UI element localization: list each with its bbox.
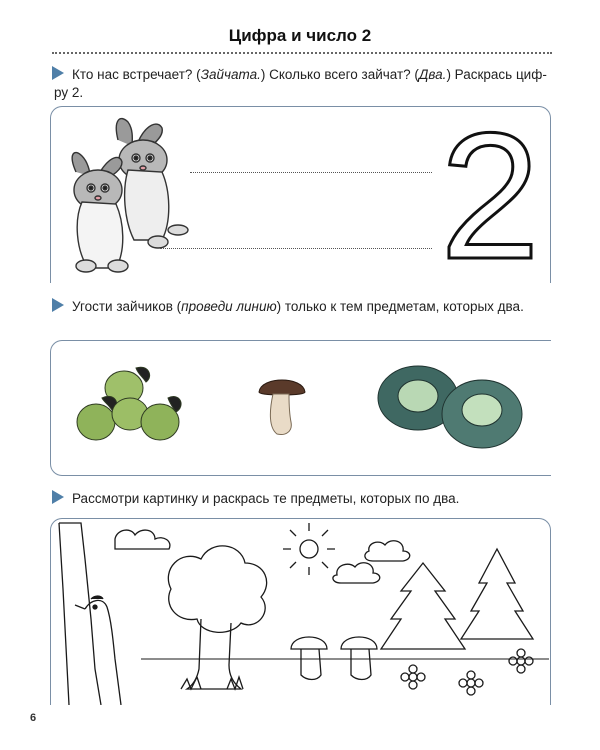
triangle-bullet-icon (52, 490, 64, 504)
forest-coloring-scene[interactable] (51, 519, 549, 705)
apples-illustration[interactable] (76, 362, 188, 446)
cabbages-illustration[interactable] (376, 358, 526, 454)
task1-instruction: Кто нас встречает? (Зайчата.) Сколько всего зайчат? (Два.) Раскрась циф- ру 2. (54, 67, 547, 100)
triangle-bullet-icon (52, 66, 64, 80)
triangle-bullet-icon (52, 298, 64, 312)
answer-line-1[interactable] (190, 172, 432, 173)
answer-line-2[interactable] (160, 248, 432, 249)
page-number: 6 (30, 712, 37, 724)
svg-text:2: 2 (439, 118, 541, 268)
task2-instruction: Угости зайчиков (проведи линию) только к тем предметам, которых два. (52, 298, 557, 316)
bunnies-illustration (58, 110, 208, 275)
task3-instruction: Рассмотри картинку и раскрась те предметы, которых по два. (52, 490, 557, 508)
title-divider (52, 52, 552, 54)
digit-two-outline[interactable] (438, 118, 542, 268)
mushroom-illustration[interactable] (255, 372, 309, 436)
page-title: Цифра и число 2 (228, 26, 372, 45)
